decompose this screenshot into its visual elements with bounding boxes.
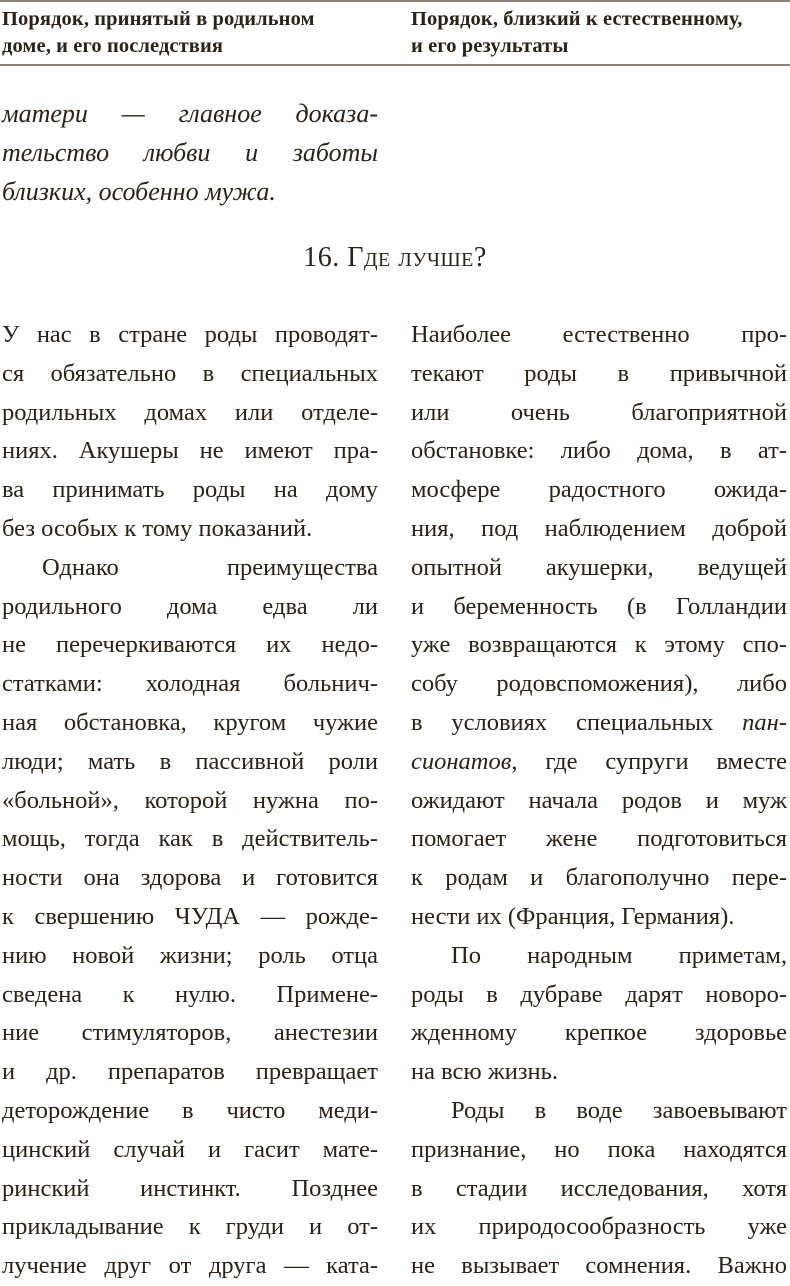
body-line: прикладывание к груди и от- [2, 1213, 378, 1241]
body-line: нести их (Франция, Германия). [411, 902, 735, 930]
body-line: признание, но пока находятся [411, 1135, 787, 1163]
body-line: сведена к нулю. Примене- [2, 980, 378, 1008]
italic-line: тельство любви и заботы [2, 138, 378, 167]
body-line: на всю жизнь. [411, 1058, 558, 1086]
body-line: жденному крепкое здоровье [411, 1019, 787, 1047]
italic-term: сионатов [411, 747, 512, 775]
body-line: их природосообразность уже [411, 1213, 787, 1241]
body-line: и беременность (в Голландии [411, 592, 787, 620]
body-line: мосфере радостного ожида- [411, 476, 787, 504]
table-header-left [2, 6, 387, 60]
body-line: обстановке: либо дома, в ат- [411, 437, 787, 465]
body-line: роды в дубраве дарят новоро- [411, 980, 787, 1008]
body-text: в условиях специальных [411, 708, 743, 736]
body-line: в стадии исследования, хотя [411, 1174, 787, 1202]
body-line: По народным приметам, [451, 941, 787, 969]
body-line: ся обязательно в специальных [2, 359, 378, 387]
header-left-line: доме, и его последствия [2, 35, 224, 57]
body-line [411, 704, 787, 743]
body-line: ожидают начала родов и муж [411, 786, 787, 814]
right-column [411, 316, 787, 1286]
body-text: , где супруги вместе [511, 747, 787, 775]
left-column [2, 316, 378, 1286]
body-line: Роды в воде завоевывают [451, 1096, 787, 1124]
body-line: Однако преимущества [42, 553, 378, 581]
body-line: без особых к тому показаний. [2, 514, 313, 542]
body-line: помогает жене подготовиться [411, 825, 787, 853]
italic-term: пан- [742, 708, 787, 736]
header-right-line: Порядок, близкий к естественному, [411, 8, 743, 30]
body-line: ная обстановка, кругом чужие [2, 708, 378, 736]
body-line: ности она здорова и готовится [2, 864, 378, 892]
body-line: опытной акушерки, ведущей [411, 553, 787, 581]
body-line: собу родовспоможения), либо [411, 670, 787, 698]
body-line: статками: холодная больнич- [2, 670, 378, 698]
body-line: или очень благоприятной [411, 398, 787, 426]
italic-continuation [2, 94, 378, 211]
body-line: деторождение в чисто меди- [2, 1096, 378, 1124]
body-line [411, 743, 787, 782]
body-line: ния, под наблюдением доброй [411, 514, 787, 542]
header-left-line: Порядок, принятый в родильном [2, 8, 315, 30]
body-line: к свершению ЧУДА — рожде- [2, 902, 378, 930]
body-line: лучение друг от друга — ката- [2, 1252, 378, 1280]
body-line: Наиболее естественно про- [411, 321, 787, 348]
section-heading [0, 238, 790, 278]
body-line: к родам и благополучно пере- [411, 864, 787, 892]
body-line: текают роды в привычной [411, 359, 787, 387]
body-line: цинский случай и гасит мате- [2, 1135, 378, 1163]
body-line: У нас в стране роды проводят- [2, 321, 378, 348]
header-right-line: и его результаты [411, 35, 569, 57]
body-line: мощь, тогда как в действитель- [2, 825, 378, 853]
body-line: ниях. Акушеры не имеют пра- [2, 437, 378, 465]
section-number: 16. [303, 242, 340, 273]
body-line: люди; мать в пассивной роли [2, 747, 378, 775]
italic-line: близких, особенно мужа. [2, 177, 276, 206]
body-line: не перечеркиваются их недо- [2, 631, 378, 659]
body-line: родильного дома едва ли [2, 592, 378, 620]
italic-line: матери — главное доказа- [2, 99, 378, 128]
body-line: ва принимать роды на дому [2, 476, 378, 504]
body-line: не вызывает сомнения. Важно [411, 1252, 787, 1280]
body-line: и др. препаратов превращает [2, 1058, 378, 1086]
body-line: «больной», которой нужна по- [2, 786, 378, 814]
table-header-right [411, 6, 790, 60]
body-line: родильных домах или отделе- [2, 398, 378, 426]
body-line: нию новой жизни; роль отца [2, 941, 378, 969]
body-line: ние стимуляторов, анестезии [2, 1019, 378, 1047]
table-header [0, 0, 790, 66]
body-line: ринский инстинкт. Позднее [2, 1174, 378, 1202]
section-title: Где лучше? [347, 242, 487, 273]
body-line: уже возвращаются к этому спо- [411, 631, 787, 659]
